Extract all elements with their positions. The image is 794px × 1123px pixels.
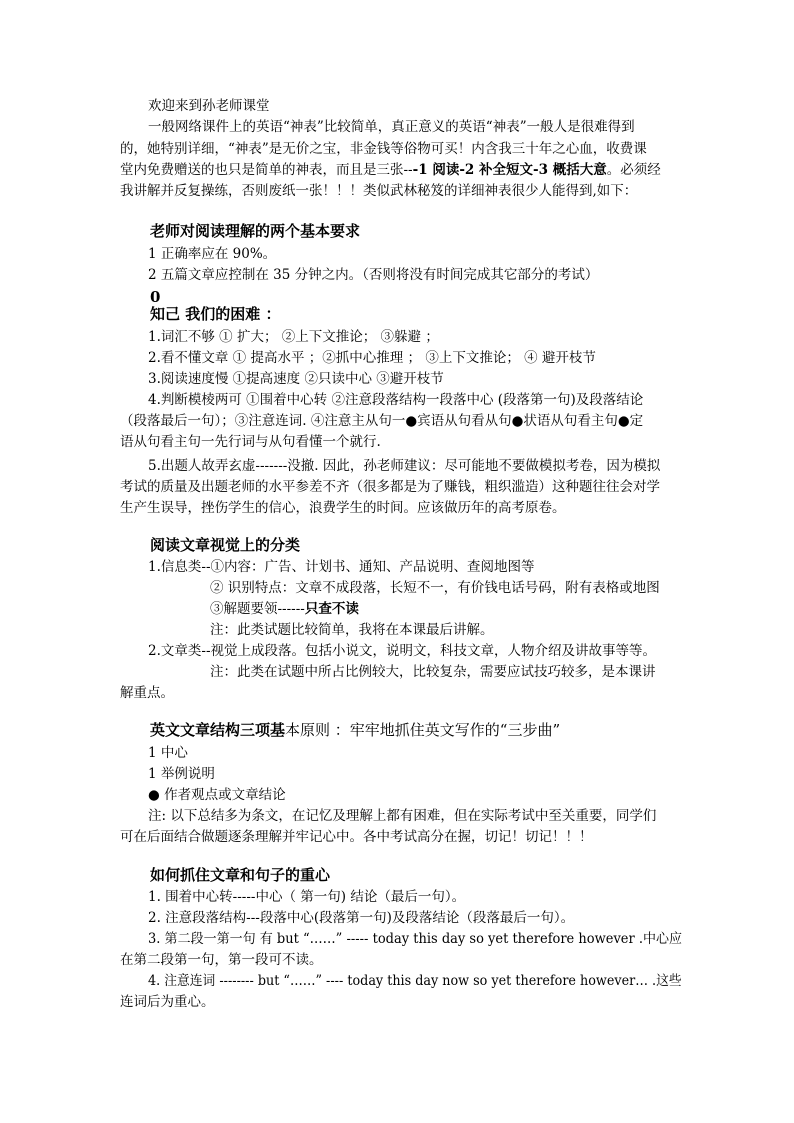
focus-item-1: 1. 围着中心转-----中心（ 第一句) 结论（最后一句）。 — [148, 889, 466, 905]
section-heading-requirements: 老师对阅读理解的两个基本要求 — [150, 222, 361, 240]
structure-note-line-1: 注: 以下总结多为条文，在记忆及理解上都有困难，但在实际考试中至关重要，同学们 — [148, 808, 657, 824]
classification-info-line-3 — [210, 599, 359, 620]
intro-line-3-end: 。必须经 — [606, 162, 661, 178]
classification-info-line-3-text: ③解题要领------ — [210, 601, 305, 617]
difficulty-item-4-line-2: （段落最后一句）；③注意连词. ④注意主从句一●宾语从句看从句●状语从句看主句●定 — [120, 413, 644, 429]
difficulty-item-5-line-1: 5.出题人故弄玄虚-------没撤. 因此，孙老师建议：尽可能地不要做模拟考卷，因为模拟 — [148, 458, 661, 474]
intro-line-3-text: 堂内免费赠送的也只是简单的神表，而且是三张-- — [120, 162, 413, 178]
intro-line-3-bold: -1 阅读-2 补全短文-3 概括大意 — [412, 162, 607, 178]
structure-item-1: 1 中心 — [148, 745, 188, 761]
difficulty-item-5-line-2: 考试的质量及出题老师的水平参差不齐（很多都是为了赚钱，粗织滥造）这种题往往会对学 — [120, 479, 660, 495]
difficulty-item-5-line-3: 生产生误导，挫伤学生的信心，浪费学生的时间。应该做历年的高考原卷。 — [120, 500, 566, 516]
structure-heading-part-1: 英文文章结构 — [150, 721, 241, 739]
difficulty-item-1: 1.词汇不够 ① 扩大； ②上下文推论； ③躲避 ； — [148, 329, 439, 345]
welcome-line: 欢迎来到孙老师课堂 — [148, 98, 270, 114]
structure-heading-part-3: 本原则 ：牢牢地抓住英文写作的“三步曲” — [285, 721, 561, 739]
structure-item-2: 1 举例说明 — [148, 766, 215, 782]
requirement-item-1: 1 正确率应在 90%。 — [148, 246, 277, 262]
stray-zero: 0 — [150, 288, 161, 306]
classification-article-line: 2.文章类--视觉上成段落。包括小说文，说明文，科技文章，人物介绍及讲故事等等。 — [148, 643, 657, 659]
classification-article-note-line-1: 注：此类在试题中所占比例较大，比较复杂，需要应试技巧较多，是本课讲 — [210, 664, 656, 680]
difficulty-item-4-line-3: 语从句看主句一先行词与从句看懂一个就行. — [120, 434, 381, 450]
classification-info-line-2: ② 识别特点：文章不成段落，长短不一，有价钱电话号码，附有表格或地图 — [210, 580, 660, 596]
intro-paragraph-line-3 — [120, 160, 661, 181]
difficulty-item-2: 2.看不懂文章 ① 提高水平 ；②抓中心推理 ； ③上下文推论； ④ 避开枝节 — [148, 350, 596, 366]
focus-item-4-line-2: 连词后为重心。 — [120, 994, 215, 1010]
difficulty-item-3: 3.阅读速度慢 ①提高速度 ②只读中心 ③避开枝节 — [148, 371, 444, 387]
structure-item-3: ● 作者观点或文章结论 — [148, 787, 286, 803]
intro-paragraph-line-1: 一般网络课件上的英语“神表”比较简单，真正意义的英语“神表”一般人是很难得到 — [148, 119, 635, 135]
classification-info-line-1: 1.信息类--①内容：广告、计划书、通知、产品说明、查阅地图等 — [148, 559, 535, 575]
section-heading-structure — [150, 719, 560, 741]
section-heading-visual-classification: 阅读文章视觉上的分类 — [150, 536, 301, 554]
intro-paragraph-line-2: 的，她特别详细，“神表”是无价之宝，非金钱等俗物可买！内含我三十年之心血，收费课 — [120, 141, 647, 157]
classification-info-note: 注：此类试题比较简单，我将在本课最后讲解。 — [210, 622, 494, 638]
focus-item-3-line-2: 在第二段第一句，第一段可不读。 — [120, 952, 323, 968]
requirement-item-2: 2 五篇文章应控制在 35 分钟之内。（否则将没有时间完成其它部分的考试） — [148, 267, 599, 283]
structure-note-line-2: 可在后面结合做题逐条理解并牢记心中。各中考试高分在握，切记！切记！！！ — [120, 829, 593, 845]
focus-item-4-line-1: 4. 注意连词 -------- but “……” ---- today this day now so yet therefore however… .这些 — [148, 973, 682, 989]
classification-info-line-3-bold: 只查不读 — [304, 601, 359, 617]
difficulty-item-4-line-1: 4.判断模棱两可 ①围着中心转 ②注意段落结构一段落中心 (段落第一句)及段落结论 — [148, 392, 644, 408]
structure-heading-part-2: 三项基 — [240, 721, 286, 739]
classification-article-note-line-2: 解重点。 — [120, 685, 174, 701]
intro-paragraph-line-4: 我讲解并反复操练，否则废纸一张！！！类似武林秘笈的详细神表很少人能得到,如下： — [120, 183, 638, 199]
section-heading-difficulties: 知己 我们的困难 ： — [150, 305, 281, 323]
section-heading-focus: 如何抓住文章和句子的重心 — [150, 866, 331, 884]
focus-item-2: 2. 注意段落结构---段落中心(段落第一句)及段落结论（段落最后一句）。 — [148, 910, 575, 926]
focus-item-3-line-1: 3. 第二段一第一句 有 but “……” ----- today this day so yet therefore however .中心应 — [148, 931, 683, 947]
